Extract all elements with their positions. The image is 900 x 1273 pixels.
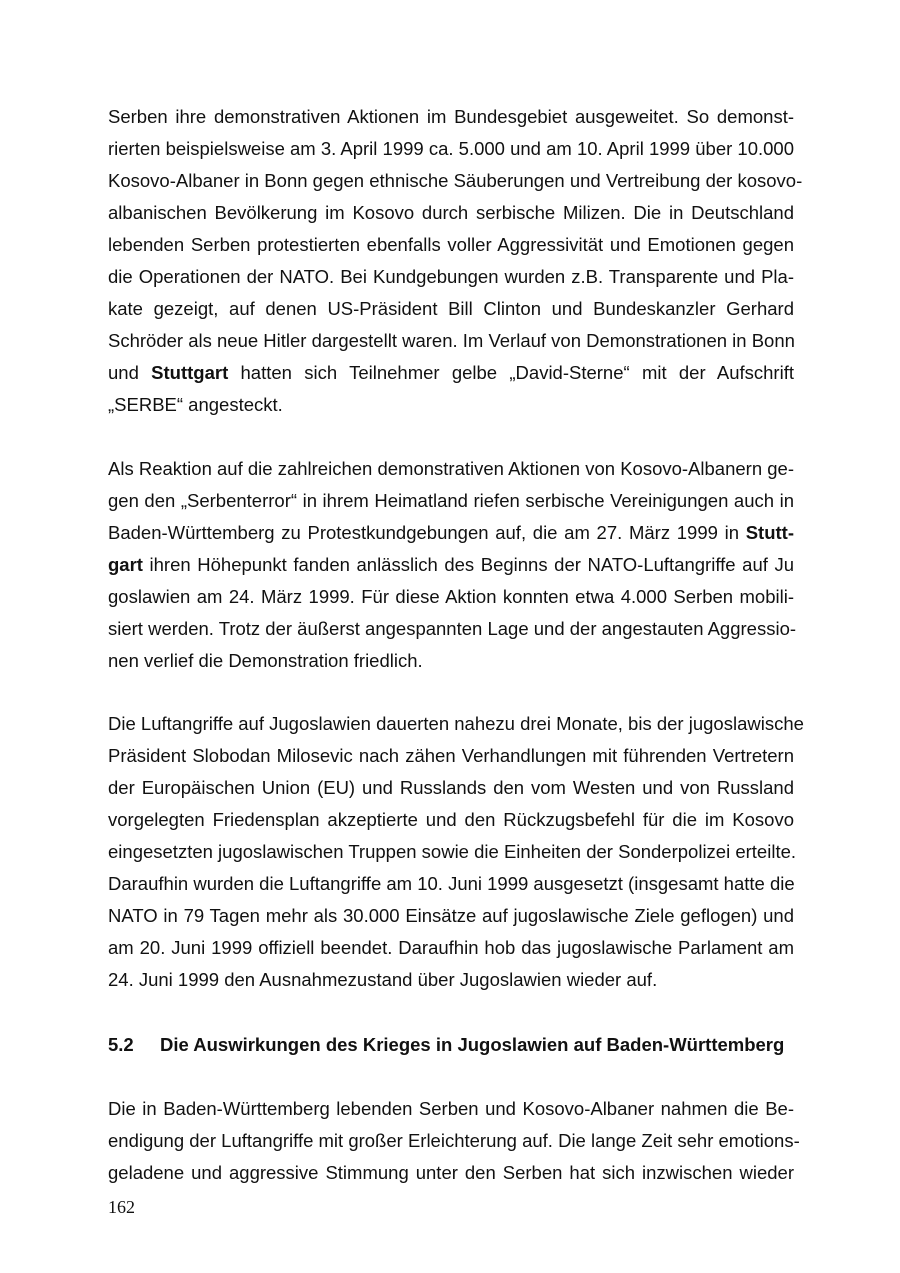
text-line: eingesetzten jugoslawischen Truppen sowie die Einheiten der Sonderpolizei erteilte. bbox=[108, 841, 797, 862]
text-line: kate gezeigt, auf denen US-Präsident Bill Clinton und Bundeskanzler Gerhard bbox=[108, 298, 794, 319]
bold-place-name: Stuttgart bbox=[151, 362, 229, 383]
section-number: 5.2 bbox=[108, 1034, 134, 1055]
text-line: Serben ihre demonstrativen Aktionen im Bundesgebiet ausgeweitet. So demonst- bbox=[108, 106, 794, 127]
text-line: Daraufhin wurden die Luftangriffe am 10. Juni 1999 ausgesetzt (insgesamt hatte die bbox=[108, 873, 795, 894]
text-run: Baden-Württemberg zu Protestkundgebungen auf, die am 27. März 1999 in bbox=[108, 522, 746, 543]
text-line: lebenden Serben protestierten ebenfalls voller Aggressivität und Emotionen gegen bbox=[108, 234, 794, 255]
text-line: Die Luftangriffe auf Jugoslawien dauerten nahezu drei Monate, bis der jugoslawische bbox=[108, 713, 804, 734]
text-line: der Europäischen Union (EU) und Russlands den vom Westen und von Russland bbox=[108, 777, 794, 798]
text-line bbox=[108, 357, 794, 389]
text-line: rierten beispielsweise am 3. April 1999 ca. 5.000 und am 10. April 1999 über 10.000 bbox=[108, 138, 794, 159]
text-line: siert werden. Trotz der äußerst angespannten Lage und der angestauten Aggressio- bbox=[108, 618, 797, 639]
text-line: 24. Juni 1999 den Ausnahmezustand über Jugoslawien wieder auf. bbox=[108, 969, 658, 990]
bold-place-name: Stutt- bbox=[745, 522, 794, 543]
bold-place-name: gart bbox=[108, 554, 143, 575]
text-run: ihren Höhepunkt fanden anlässlich des Beginns der NATO-Luftangriffe auf Ju bbox=[142, 554, 794, 575]
text-line: endigung der Luftangriffe mit großer Erleichterung auf. Die lange Zeit sehr emotions- bbox=[108, 1130, 800, 1151]
text-line: Als Reaktion auf die zahlreichen demonstrativen Aktionen von Kosovo-Albanern ge- bbox=[108, 458, 794, 479]
text-line: vorgelegten Friedensplan akzeptierte und den Rückzugsbefehl für die im Kosovo bbox=[108, 809, 794, 830]
text-line: gen den „Serbenterror“ in ihrem Heimatland riefen serbische Vereinigungen auch in bbox=[108, 490, 794, 511]
text-line: goslawien am 24. März 1999. Für diese Aktion konnten etwa 4.000 Serben mobili- bbox=[108, 586, 794, 607]
page-number: 162 bbox=[108, 1197, 135, 1217]
text-line: Kosovo-Albaner in Bonn gegen ethnische Säuberungen und Vertreibung der kosovo- bbox=[108, 170, 803, 191]
text-line: am 20. Juni 1999 offiziell beendet. Daraufhin hob das jugoslawische Parlament am bbox=[108, 937, 794, 958]
text-run: hatten sich Teilnehmer gelbe „David-Sterne“ mit der Aufschrift bbox=[228, 362, 794, 383]
text-line: NATO in 79 Tagen mehr als 30.000 Einsätze auf jugoslawische Ziele geflogen) und bbox=[108, 905, 794, 926]
text-line: „SERBE“ angesteckt. bbox=[108, 394, 283, 415]
text-line: Schröder als neue Hitler dargestellt waren. Im Verlauf von Demonstrationen in Bonn bbox=[108, 330, 795, 351]
text-line: Präsident Slobodan Milosevic nach zähen Verhandlungen mit führenden Vertretern bbox=[108, 745, 794, 766]
text-line: nen verlief die Demonstration friedlich. bbox=[108, 650, 423, 671]
text-line bbox=[108, 549, 794, 581]
text-line: Die in Baden-Württemberg lebenden Serben und Kosovo-Albaner nahmen die Be- bbox=[108, 1098, 794, 1119]
text-line: geladene und aggressive Stimmung unter den Serben hat sich inzwischen wieder bbox=[108, 1162, 794, 1183]
text-run: und bbox=[108, 362, 152, 383]
text-line bbox=[108, 517, 794, 549]
text-line: albanischen Bevölkerung im Kosovo durch serbische Milizen. Die in Deutschland bbox=[108, 202, 794, 223]
text-line: die Operationen der NATO. Bei Kundgebungen wurden z.B. Transparente und Pla- bbox=[108, 266, 794, 287]
section-title: Die Auswirkungen des Krieges in Jugoslawien auf Baden-Württemberg bbox=[160, 1034, 785, 1055]
